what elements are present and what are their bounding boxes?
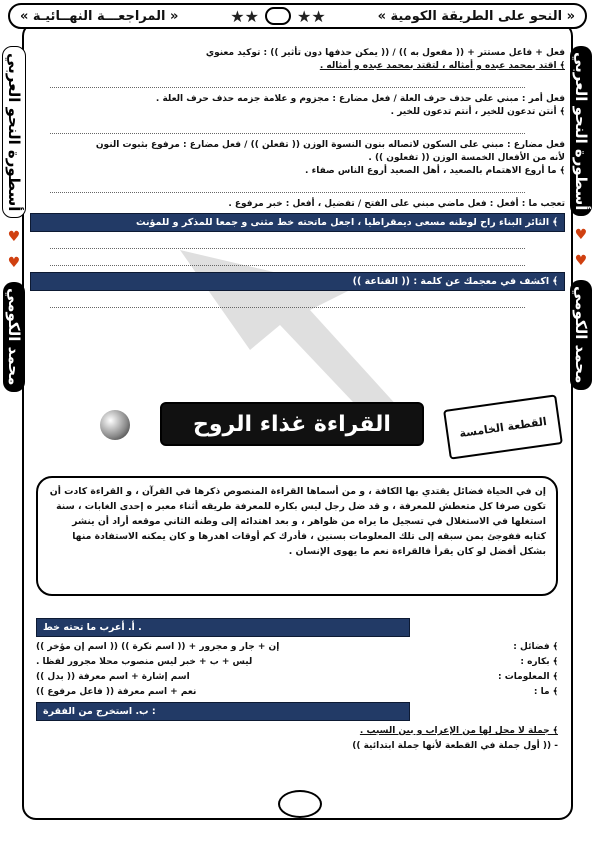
question-bar: ﴾ الثائر البناء راح لوطنه مسعى ديمقراطيا ، اجعل ماتحته خط مثنى و جمعا للمذكر و للمؤنث: [30, 213, 565, 232]
example-line: ﴾ ما أروع الاهتمام بالصعيد ، أهل الصعيد أروع الناس صفاء .: [305, 166, 565, 176]
answer-line: [50, 255, 525, 266]
side-label: محمد الكومي: [570, 280, 592, 389]
star-icon: ★★: [230, 6, 259, 26]
reading-passage: إن في الحياة فضائل يقتدي بها الكافة ، و من أسماها القراءة المنصوص ذكرها في القرآن ، و القراءة كادت أن تكون صرفا كل متعطش للمعرفة ، و قد ضل رجل ليس بكاره للمعرفة طريقه أثناء معبر ه إحدى الغابات ، سنة استغلها في الاستغلال في تسجيل ما يراه من ظواهر ، و بعد اهتدائه إلى وطنه الثاني موقعه أراد أن ينشر كتابه ففوجئ بمن سبقه إلى تلك المعلومات بسنين ، فأدرك كم أوقات اهدرها و كان يمكنه الاستفادة منها بشكل أفضل لو كان يقرأ فالقراءة نعم ما يهوى الإنسان .: [36, 476, 558, 596]
banner-ornament: [230, 7, 325, 26]
heart-icon: ♥: [7, 229, 21, 246]
parse-word: ﴾ فضائل :: [513, 642, 558, 652]
parse-row: [36, 642, 558, 652]
page-number-oval: [278, 790, 322, 818]
example-line: ﴾ أنتن تدعون للخير ، أنتم تدعون للخير .: [390, 107, 565, 117]
rule-line: تعجب ما : أفعل : فعل ماضي مبني على الفتح / تفضيل ، أفعل : خبر مرفوع .: [228, 199, 565, 209]
answer-line: [50, 297, 525, 308]
banner-title-right: « النحو على الطريقة الكومية »: [377, 8, 575, 24]
rule-line: فعل أمر : مبني على حذف حرف العلة / فعل مضارع : مجزوم و علامة جزمه حذف حرف العلة .: [155, 94, 565, 104]
left-side-border: [2, 40, 26, 800]
rule-line: فعل مضارع : مبني على السكون لاتصاله بنون النسوة الوزن (( تفعلن )) / فعل مضارع : مرفوع بثبوت النون: [95, 140, 565, 150]
answer-line: [50, 77, 525, 88]
extract-answer: [36, 741, 558, 751]
heart-icon: ♥: [574, 253, 588, 270]
example-line: ﴾ اقتد بمحمد عبده و أمثاله ، لتقتد بمحمد عبده و أمثاله .: [319, 61, 565, 71]
part-a: [36, 614, 558, 756]
parse-answer: ليس + ب + خبر ليس منصوب محلا مجرور لفظا .: [36, 657, 253, 667]
part-b-header: ب. استخرج من الفقرة :: [36, 702, 410, 721]
answer-line: [50, 123, 525, 134]
star-icon: ★★: [296, 6, 326, 26]
extract-answer-text: - (( أول جملة في القطعة لأنها جملة ابتدائية )): [352, 741, 558, 751]
top-banner: [8, 3, 587, 29]
extract-question-text: ﴾ جملة لا محل لها من الإعراب و بين السبب .: [359, 726, 558, 736]
parse-row: [36, 657, 558, 667]
rule-line: فعل + فاعل مستتر + (( مفعول به )) / (( يمكن حذفها دون تأثير )) : توكيد معنوي: [205, 48, 565, 58]
side-label: أسطورة النحو العربي: [570, 46, 592, 216]
sphere-icon: [100, 410, 130, 440]
passage-title: القراءة غذاء الروح: [160, 402, 424, 446]
question-bar: ﴾ اكشف في معجمك عن كلمة : (( القناعة )): [30, 272, 565, 291]
heart-icon: ♥: [574, 227, 588, 244]
smiley-icon: [265, 7, 291, 25]
parse-word: ﴾ المعلومات :: [497, 672, 558, 682]
parse-answer: اسم إشارة + اسم معرفة (( بدل )): [36, 672, 190, 682]
answer-line: [50, 182, 525, 193]
parse-row: [36, 672, 558, 682]
extract-question: [36, 726, 558, 736]
parse-row: [36, 687, 558, 697]
main-content: [30, 48, 565, 314]
parse-word: ﴾ ما :: [533, 687, 558, 697]
rule-line: لأنه من الأفعال الخمسة الوزن (( تفعلون )) .: [368, 153, 565, 163]
parse-word: ﴾ بكاره :: [520, 657, 558, 667]
right-side-border: [569, 40, 593, 800]
side-label: محمد الكومي: [3, 282, 25, 391]
passage-title-banner: [70, 402, 560, 456]
part-a-header: أ. أعرب ما تحته خط .: [36, 618, 410, 637]
heart-icon: ♥: [7, 255, 21, 272]
scroll-label: القطعة الخامسة: [443, 394, 563, 459]
banner-title-left: « المراجعـــة النهــائيـة »: [20, 8, 179, 24]
parse-answer: إن + جار و مجرور + (( اسم نكرة )) (( اسم إن مؤخر )): [36, 642, 280, 652]
answer-line: [50, 238, 525, 249]
side-label: أسطورة النحو العربي: [2, 46, 26, 218]
parse-answer: نعم + اسم معرفة (( فاعل مرفوع )): [36, 687, 197, 697]
